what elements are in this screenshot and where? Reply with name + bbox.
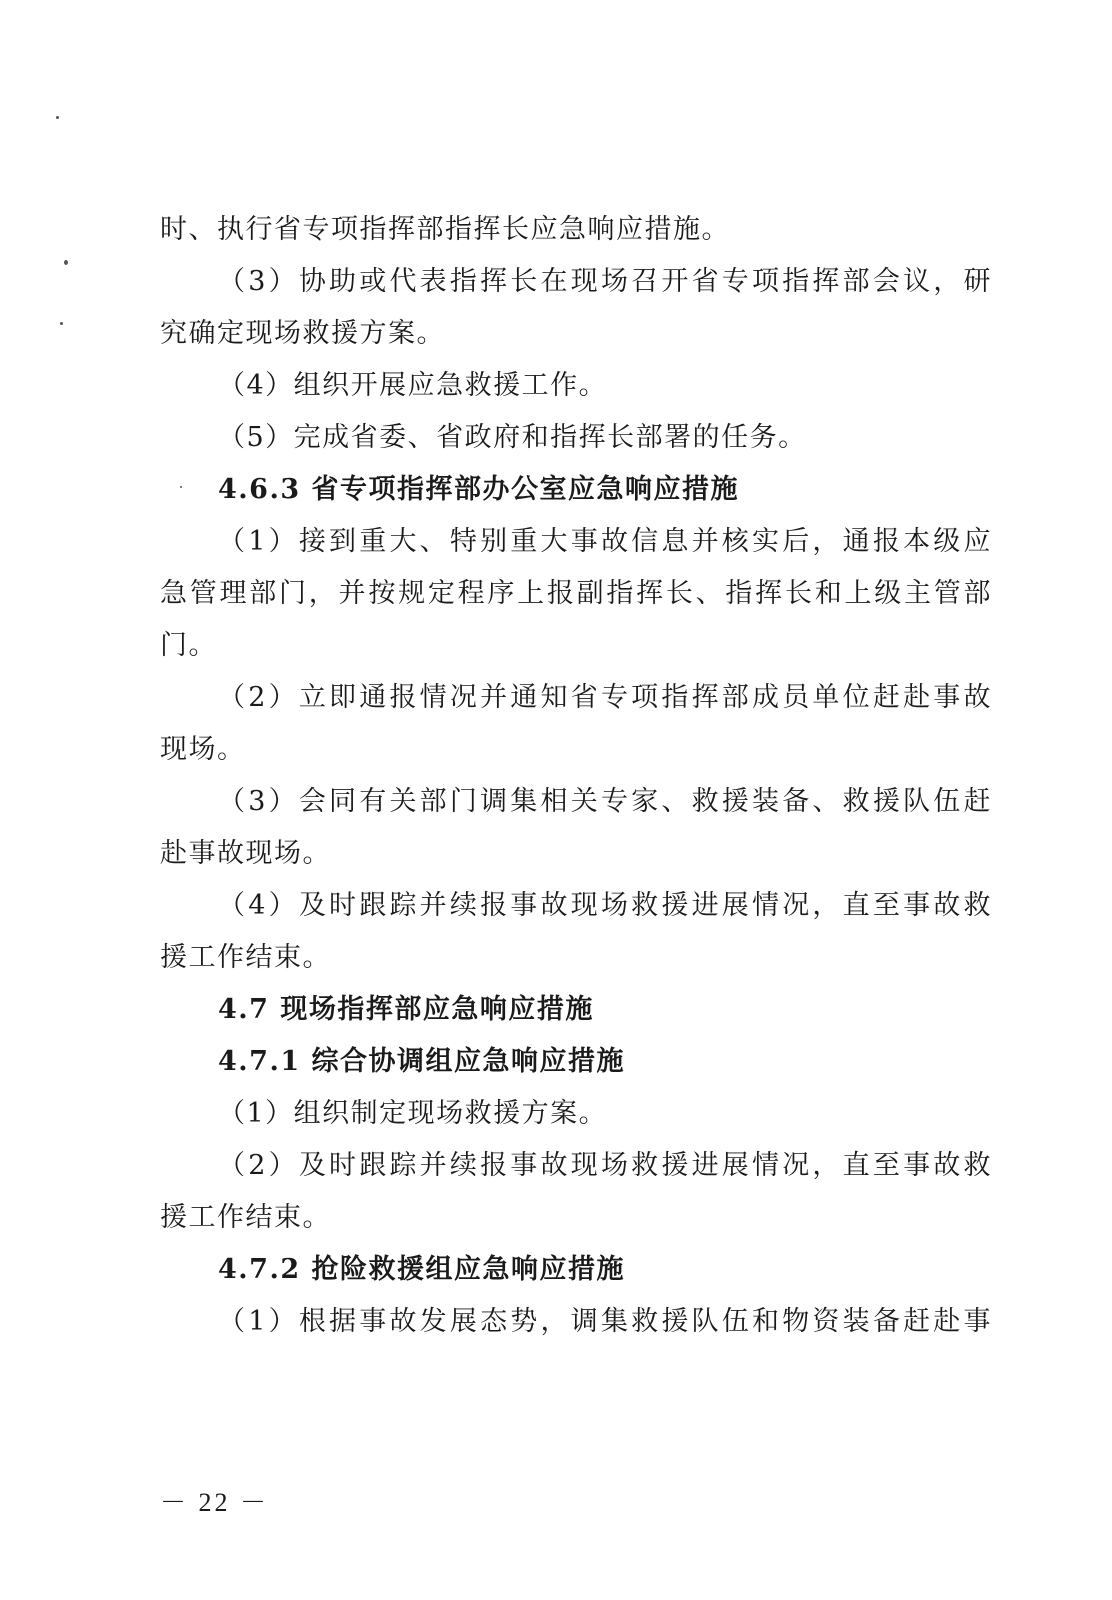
text-line: 究确定现场救援方案。 (160, 318, 445, 349)
text-line: （1）根据事故发展态势，调集救援队伍和物资装备赶赴事 (218, 1306, 992, 1337)
text-line: 门。 (160, 630, 217, 661)
text-line: （4）及时跟踪并续报事故现场救援进展情况，直至事故救 (218, 890, 992, 921)
text-line: （2）及时跟踪并续报事故现场救援进展情况，直至事故救 (218, 1150, 992, 1181)
text-line: （3）会同有关部门调集相关专家、救援装备、救援队伍赶 (218, 786, 992, 817)
text-line: （2）立即通报情况并通知省专项指挥部成员单位赶赴事故 (218, 682, 992, 713)
scan-speck (64, 260, 68, 265)
page-number: － 22 － (160, 1488, 270, 1517)
text-line: 时、执行省专项指挥部指挥长应急响应措施。 (160, 214, 730, 245)
section-heading: 4.7.1 综合协调组应急响应措施 (218, 1046, 626, 1077)
text-line: 现场。 (160, 734, 246, 765)
text-line: （4）组织开展应急救援工作。 (218, 370, 608, 401)
text-line: 援工作结束。 (160, 942, 331, 973)
section-heading: 4.6.3 省专项指挥部办公室应急响应措施 (218, 474, 740, 505)
text-line: 赴事故现场。 (160, 838, 331, 869)
scan-speck (56, 116, 59, 119)
section-heading: 4.7 现场指挥部应急响应措施 (218, 994, 594, 1025)
text-line: （1）接到重大、特别重大事故信息并核实后，通报本级应 (218, 526, 992, 557)
section-heading: 4.7.2 抢险救援组应急响应措施 (218, 1254, 626, 1285)
scan-speck (60, 322, 63, 325)
text-line: 急管理部门，并按规定程序上报副指挥长、指挥长和上级主管部 (160, 578, 992, 609)
text-line: 援工作结束。 (160, 1202, 331, 1233)
document-body (160, 204, 992, 1348)
text-line: （3）协助或代表指挥长在现场召开省专项指挥部会议，研 (218, 266, 992, 297)
text-line: （1）组织制定现场救援方案。 (218, 1098, 608, 1129)
text-line: （5）完成省委、省政府和指挥长部署的任务。 (218, 422, 807, 453)
